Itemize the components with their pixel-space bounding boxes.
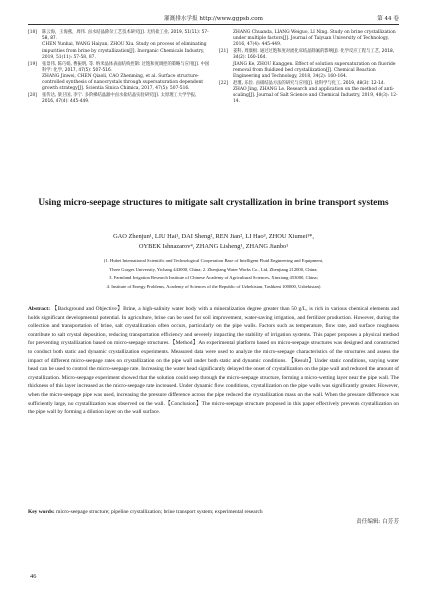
reference-cn: 赵瑾, 乐俭. 卤硝结晶方法的研究与应用[J]. 盐科学与化工, 2019, 48(3): 12-14. xyxy=(233,80,385,86)
reference-en: ZHANG Chuanda, LIANG Weiguo, LI Ning. Study on brine crystallization under multiple factors[J]. Journal of Taiyuan University of Technology, 2016, 47(4): 445-449. xyxy=(233,30,396,48)
affiliation-line: (1. Hubei International Scientific and Technological Cooperation Base of Intelligent Fluid Engineering and Equipment, xyxy=(103,258,324,263)
page-number: 46 xyxy=(30,573,37,580)
references-left-column xyxy=(28,30,210,106)
volume-label: 第 44 卷 xyxy=(377,16,399,22)
reference-en: JIANG Ke, ZHOU Kanggen. Effect of solution supersaturation on fluoride removal from fluidized bed crystallization[J]. Chemical Reaction Engineering and Technology, 2018, 34(2): 160-164. xyxy=(233,61,396,79)
references-section xyxy=(28,30,401,172)
reference-number: [19] xyxy=(28,61,38,67)
reference-cn: 姜科, 周康根. 通过过饱和度对流化床结晶除氟的影响[J]. 化学反应工程与工艺, 2018, 34(2): 160-164. xyxy=(233,49,395,61)
reference-item xyxy=(219,81,401,106)
journal-header: 灌溉排水学报 http://www.ggpsb.com xyxy=(164,16,263,22)
reference-number: [20] xyxy=(28,93,38,99)
reference-item xyxy=(28,62,210,93)
affiliation-line: 4. Institute of Energy Problems, Academy of Sciences of the Republic of Uzbekistan, Tashkent 100000, Uzbekistan) xyxy=(106,283,321,289)
reference-number: [22] xyxy=(219,80,229,86)
paper-title: Using micro-seepage structures to mitigate salt crystallization in brine transport systems xyxy=(38,198,389,208)
affiliations xyxy=(30,257,397,291)
reference-item xyxy=(219,49,401,80)
authors-line: OYBEK Ishnazarov⁴, ZHANG Lisheng¹, ZHANG Jianbo¹ xyxy=(138,243,289,250)
reference-cn: 张景伟, 陈巧娟, 曹振明, 等. 纳米晶体表面结构控制: 过饱和度调控的策略与应用[J]. 中国科学: 化学, 2017, 47(5): 507-516. xyxy=(42,61,210,73)
reference-en: ZHANG Jinwei, CHEN Qiaoli, CAO Zhenming, et al. Surface structure-controlled synthesis of nanocrystals through supersaturation dependent growth strategy[J]. Scientia Sinica Chimica, 2017, 47(5): 507-516. xyxy=(42,73,204,92)
authors-line: GAO Zhenjun¹, LIU Hai¹, DAI Sheng², REN Jian², LI Hao³, ZHOU Xiumei¹*, xyxy=(113,233,314,240)
abstract-text: 【Background and Objective】Brine, a high-salinity water body with a mineralization degree greater than 50 g/L, is rich in various chemical elements and holds significant developmental potential. In agriculture, brine can be used for soil improvement, water-saving irrigation, and fertilizer production. However, during the collection and transportation of brine, salt crystallization often occurs, particularly on the pipe walls. Factors such as temperature, flow rate, and surface roughness contribute to salt crystal deposition, reducing transportation efficiency and severely impacting the stability of irrigation systems. This paper proposes a physical method for preventing crystallization based on micro-seepage structures.【Method】An experimental platform based on micro-seepage structures was designed and constructed to conduct both static and dynamic crystallization experiments. Measured data were used to analyze the micro-seepage characteristics of the structures and assess the impact of different micro-seepage rates on crystallization on the pipe wall under both static and dynamic conditions. 【Result】Under static conditions, varying water head can be used to control the micro-seepage rate. Increasing the water head significantly delayed the onset of crystallization on the pipe wall and reduced the amount of crystallization. Micro-seepage experiment showed that the solution could seep through the micro-seepage structure, forming a micro-wetting layer near the pipe wall. The thickness of this layer increased as the micro-seepage rate increased. Under dynamic flow conditions, crystallization on the pipe walls was significantly greater. However, when the micro-seepage pipe was used, increasing the pressure difference across the pipe reduced the crystallization mass on the wall. When the pressure difference was sufficiently large, no crystallization was observed on the wall.【Conclusion】The micro-seepage structure proposed in this paper effectively prevents crystallization on the pipe wall by forming a dilution layer on the wall surface. xyxy=(28,306,400,416)
reference-en: CHEN Yunhai, WANG Haiyan, ZHOU Xiu. Study on process of eliminating impurities from brine by crystallization[J]. Inorganic Chemicals Industry, 2019, 51(11): 57-58, 87. xyxy=(42,42,207,60)
reference-item xyxy=(219,30,401,49)
header-divider xyxy=(28,24,399,25)
author-list xyxy=(40,232,387,252)
references-right-column xyxy=(219,30,401,106)
abstract xyxy=(28,305,399,417)
keywords-label: Key words: xyxy=(28,509,55,515)
keywords-text: micro-seepage structure; pipeline crystallization; brine transport system; experimental research xyxy=(56,509,263,515)
reference-en: ZHAO Jing, ZHANG Le. Research and application on the method of anti-scaling[J]. Journal of Salt Science and Chemical Industry, 2019, 48(3): 12-14. xyxy=(233,86,398,105)
keywords xyxy=(28,508,399,517)
reference-cn: 张传达, 梁卫国, 李宁. 多阶梯结晶器中卤水盐结晶实验研究[J]. 太原理工大学学报, 2016, 47(4): 445-449. xyxy=(42,93,197,105)
affiliation-line: Three Gorges University, Yichang 443000, China; 2. Zhenjiang Water Works Co., Ltd, Zhenjiang 212000, China; xyxy=(109,266,318,272)
reference-number: [18] xyxy=(28,30,38,35)
abstract-label: Abstract: xyxy=(28,306,51,312)
reference-item xyxy=(28,30,210,61)
reference-cn: 陈云海，王海燕，周伟. 卤水结晶除杂工艺技术研究[J]. 无机盐工业, 2019, 51(11): 57-58, 87. xyxy=(42,30,209,42)
reference-number: [21] xyxy=(219,49,229,55)
reference-item xyxy=(28,93,210,105)
responsible-editor: 责任编辑: 白芳芳 xyxy=(356,519,399,525)
affiliation-line: 3. Farmland Irrigation Research Institute of Chinese Academy of Agricultural Sciences, Xinxiang 453000, China; xyxy=(109,275,318,281)
